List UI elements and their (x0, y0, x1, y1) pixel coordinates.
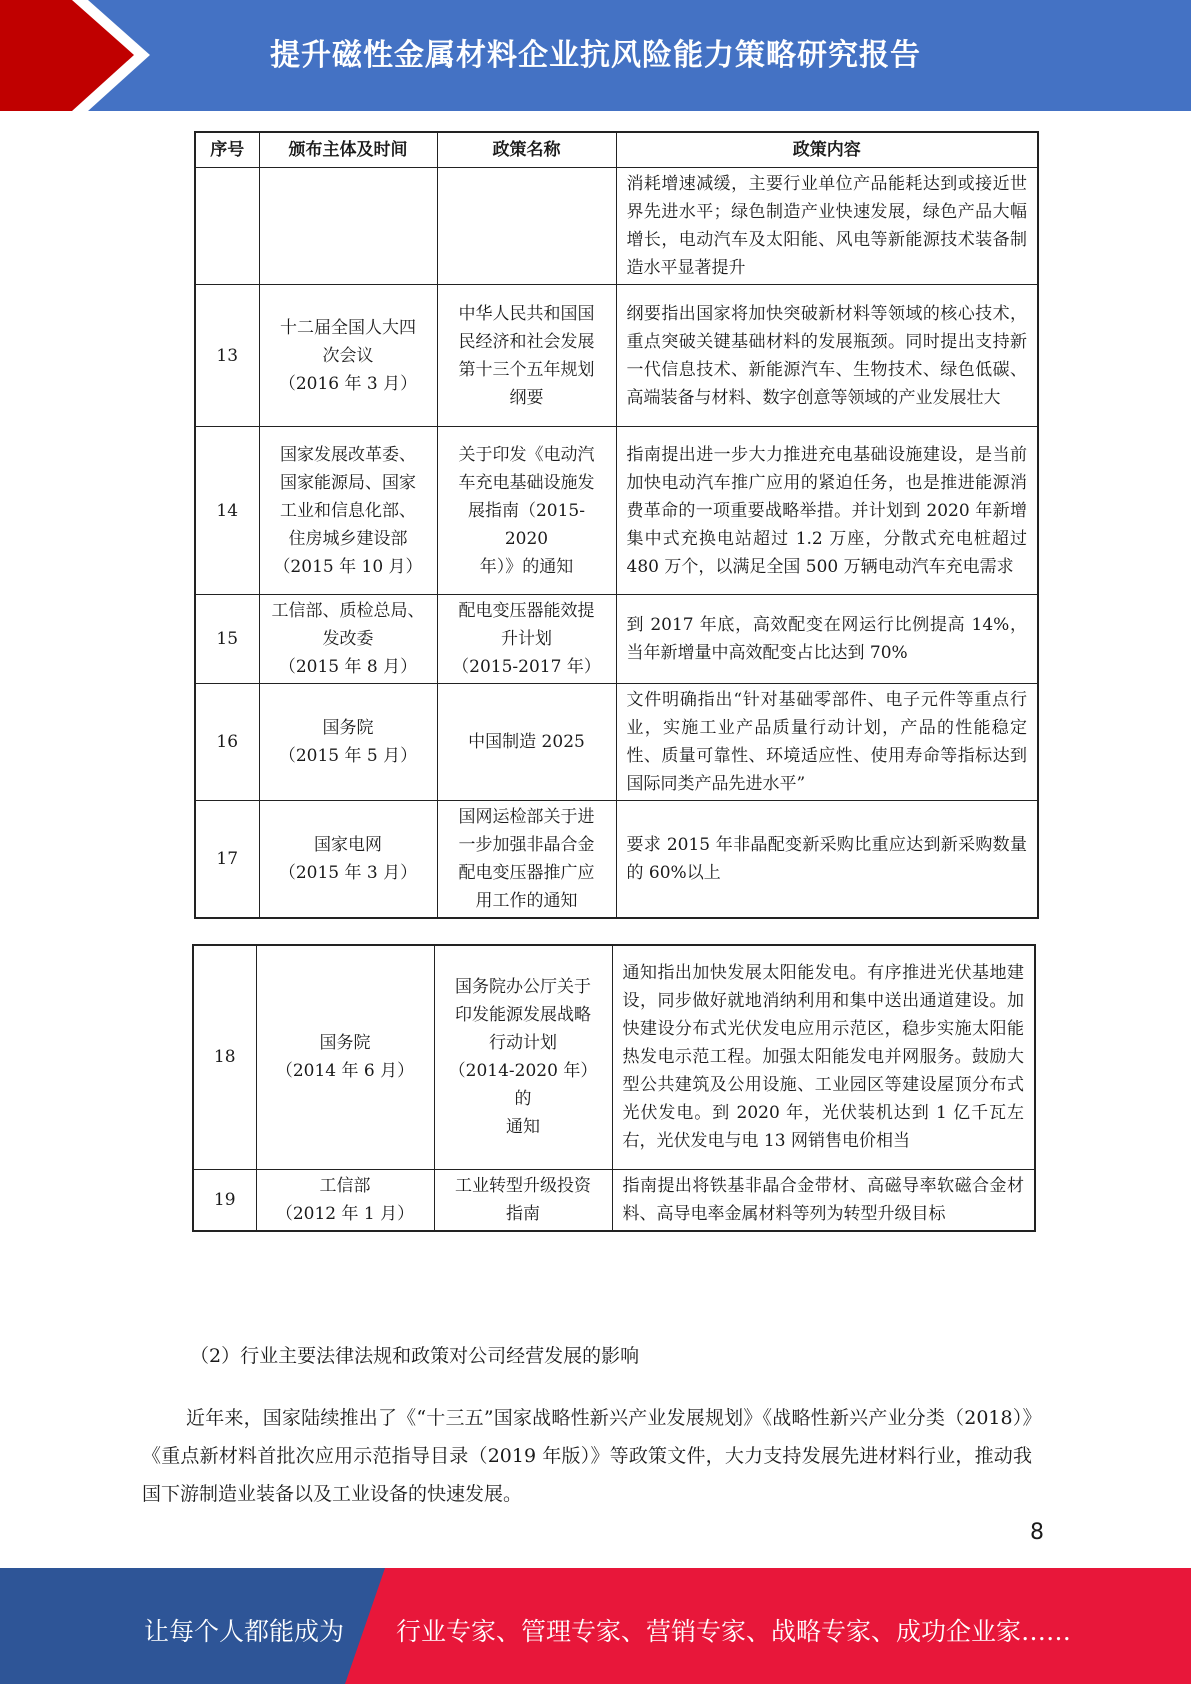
row-issuer (259, 427, 437, 595)
cell-line: （2015 年 5 月） (278, 746, 418, 766)
report-title: 提升磁性金属材料企业抗风险能力策略研究报告 (270, 38, 921, 73)
footer-slogan-right: 行业专家、管理专家、营销专家、战略专家、成功企业家…… (396, 1617, 1072, 1646)
cell-line: 指南 (506, 1203, 540, 1224)
policy-table-continued (192, 944, 1036, 1232)
cell-line: 印发能源发展战略 (455, 1005, 591, 1026)
cell-line: 纲要 (509, 387, 544, 408)
cell-line: （2015 年 3 月） (278, 863, 418, 883)
policy-table (194, 131, 1039, 919)
cell-line: 工信部、质检总局、 (271, 601, 425, 621)
page-footer (0, 1568, 1191, 1684)
cell-line: 工信部 (319, 1175, 371, 1196)
table-row (195, 684, 1038, 801)
footer-slogan-left: 让每个人都能成为 (144, 1617, 345, 1646)
header-arrow-icon (0, 0, 160, 111)
cell-line: 年）》的通知 (479, 556, 574, 577)
cell-line: 配电变压器能效提 (458, 601, 595, 621)
row-content: 指南提出将铁基非晶合金带材、高磁导率软磁合金材料、高导电率金属材料等列为转型升级目标 (612, 1169, 1035, 1231)
cell-line: 第十三个五年规划 (458, 359, 595, 380)
cell-line: 十二届全国人大四 (280, 317, 416, 338)
page-header (0, 0, 1191, 111)
row-content: 指南提出进一步大力推进充电基础设施建设，是当前加快电动汽车推广应用的紧迫任务，也是推进能源消费革命的一项重要战略举措。并计划到 2020 年新增集中式充换电站超过 1.2 万座，分散式充电桩超过 480 万个，以满足全国 500 万辆电动汽车充电需求 (616, 427, 1038, 595)
row-policy (437, 801, 616, 919)
row-no: 14 (195, 427, 259, 595)
row-issuer (259, 168, 437, 285)
row-no: 17 (195, 801, 259, 919)
cell-line: 工业转型升级投资 (455, 1175, 591, 1196)
column-header-issuer: 颁布主体及时间 (259, 132, 437, 168)
cell-line: 国家电网 (314, 835, 382, 855)
cell-line: 通知 (506, 1117, 540, 1138)
cell-line: （2014-2020 年）的 (448, 1061, 598, 1110)
row-issuer (256, 945, 434, 1169)
row-policy (434, 945, 612, 1169)
cell-line: 国务院办公厅关于 (455, 977, 591, 998)
cell-line: 国网运检部关于进 (458, 807, 595, 827)
cell-line: 展指南（2015-2020 (467, 500, 585, 549)
cell-line: 国家发展改革委、 (280, 444, 416, 465)
page-number: 8 (1030, 1520, 1044, 1545)
table-row (195, 168, 1038, 285)
cell-line: 升计划 (501, 629, 552, 649)
table-row (193, 945, 1035, 1169)
row-no: 16 (195, 684, 259, 801)
column-header-policy: 政策名称 (437, 132, 616, 168)
row-policy (437, 168, 616, 285)
section-paragraph: 近年来，国家陆续推出了《“十三五”国家战略性新兴产业发展规划》《战略性新兴产业分类（2018）》《重点新材料首批次应用示范指导目录（2019 年版）》等政策文件，大力支持发展先进材料行业，推动我国下游制造业装备以及工业设备的快速发展。 (142, 1407, 1032, 1505)
cell-line: 住房城乡建设部 (288, 528, 408, 549)
row-content: 文件明确指出“针对基础零部件、电子元件等重点行业，实施工业产品质量行动计划，产品的性能稳定性、质量可靠性、环境适应性、使用寿命等指标达到国际同类产品先进水平” (616, 684, 1038, 801)
row-no (195, 168, 259, 285)
cell-line: 车充电基础设施发 (458, 472, 595, 493)
cell-line: 次会议 (322, 345, 374, 366)
cell-line: （2015 年 8 月） (278, 657, 418, 677)
cell-line: 用工作的通知 (475, 891, 578, 911)
row-policy (437, 684, 616, 801)
cell-line: 行动计划 (489, 1033, 557, 1054)
row-policy (437, 427, 616, 595)
row-issuer (259, 285, 437, 427)
cell-line: （2015 年 10 月） (273, 556, 423, 577)
row-no: 19 (193, 1169, 256, 1231)
section-subheading: （2）行业主要法律法规和政策对公司经营发展的影响 (190, 1345, 640, 1367)
table-header-row (195, 132, 1038, 168)
cell-line: 一步加强非晶合金 (458, 835, 595, 855)
cell-line: 配电变压器推广应 (458, 863, 595, 883)
table-row (195, 427, 1038, 595)
cell-line: 国务院 (319, 1033, 371, 1054)
column-header-content: 政策内容 (616, 132, 1038, 168)
row-content: 通知指出加快发展太阳能发电。有序推进光伏基地建设，同步做好就地消纳利用和集中送出通道建设。加快建设分布式光伏发电应用示范区，稳步实施太阳能热发电示范工程。加强太阳能发电并网服务。鼓励大型公共建筑及公用设施、工业园区等建设屋顶分布式光伏发电。到 2020 年，光伏装机达到 1 亿千瓦左右，光伏发电与电 13 网销售电价相当 (612, 945, 1035, 1169)
cell-line: 民经济和社会发展 (458, 331, 595, 352)
row-policy (437, 595, 616, 684)
cell-line: 发改委 (322, 629, 374, 649)
row-issuer (259, 595, 437, 684)
row-content: 要求 2015 年非晶配变新采购比重应达到新采购数量的 60%以上 (616, 801, 1038, 919)
row-content: 纲要指出国家将加快突破新材料等领域的核心技术，重点突破关键基础材料的发展瓶颈。同时提出支持新一代信息技术、新能源汽车、生物技术、绿色低碳、高端装备与材料、数字创意等领域的产业发展壮大 (616, 285, 1038, 427)
table-row (195, 595, 1038, 684)
row-issuer (259, 684, 437, 801)
cell-line: 中国制造 2025 (468, 732, 585, 752)
cell-line: （2016 年 3 月） (278, 373, 418, 394)
cell-line: （2015-2017 年） (452, 657, 601, 677)
cell-line: 国家能源局、国家 (280, 472, 416, 493)
row-issuer (259, 801, 437, 919)
row-content: 消耗增速减缓，主要行业单位产品能耗达到或接近世界先进水平；绿色制造产业快速发展，绿色产品大幅增长，电动汽车及太阳能、风电等新能源技术装备制造水平显著提升 (616, 168, 1038, 285)
column-header-no: 序号 (195, 132, 259, 168)
table-row (195, 801, 1038, 919)
row-policy (437, 285, 616, 427)
cell-line: （2014 年 6 月） (275, 1061, 415, 1082)
row-no: 13 (195, 285, 259, 427)
row-policy (434, 1169, 612, 1231)
cell-line: 关于印发《电动汽 (458, 444, 595, 465)
table-row (193, 1169, 1035, 1231)
row-no: 15 (195, 595, 259, 684)
cell-line: 工业和信息化部、 (280, 500, 416, 521)
row-no: 18 (193, 945, 256, 1169)
row-issuer (256, 1169, 434, 1231)
table-row (195, 285, 1038, 427)
cell-line: （2012 年 1 月） (275, 1203, 415, 1224)
cell-line: 国务院 (322, 718, 374, 738)
cell-line: 中华人民共和国国 (458, 303, 595, 324)
row-content: 到 2017 年底，高效配变在网运行比例提高 14%，当年新增量中高效配变占比达到 70% (616, 595, 1038, 684)
